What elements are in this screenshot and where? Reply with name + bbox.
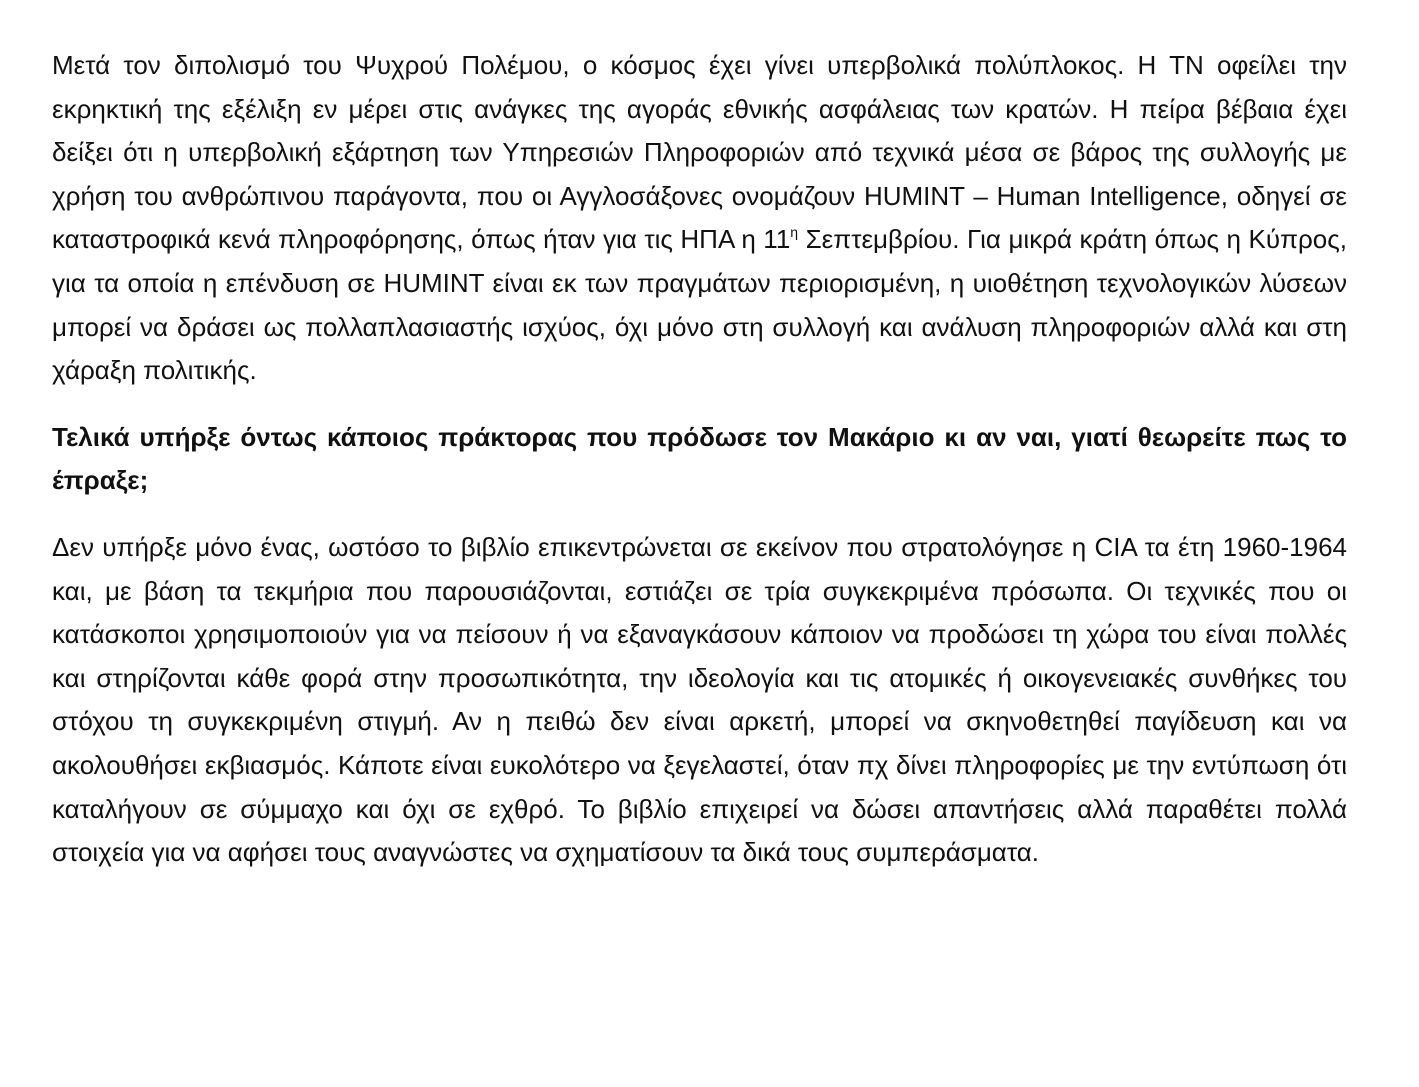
paragraph-answer: Δεν υπήρξε μόνο ένας, ωστόσο το βιβλίο επικεντρώνεται σε εκείνον που στρατολόγησε η CIA τα έτη 1960-1964 και, με βάση τα τεκμήρια που παρουσιάζονται, εστιάζει σε τρία συγκεκριμένα πρόσωπα. Οι τεχνικές που οι κατάσκοποι χρησιμοποιούν για να πείσουν ή να εξαναγκάσουν κάποιον να προδώσει τη χώρα του είναι πολλές και στηρίζονται κάθε φορά στην προσωπικότητα, την ιδεολογία και τις ατομικές ή οικογενειακές συνθήκες του στόχου τη συγκεκριμένη στιγμή. Αν η πειθώ δεν είναι αρκετή, μπορεί να σκηνοθετηθεί παγίδευση και να ακολουθήσει εκβιασμός. Κάποτε είναι ευκολότερο να ξεγελαστεί, όταν πχ δίνει πληροφορίες με την εντύπωση ότι καταλήγουν σε σύμμαχο και όχι σε εχθρό. Το βιβλίο επιχειρεί να δώσει απαντήσεις αλλά παραθέτει πολλά στοιχεία για να αφήσει τους αναγνώστες να σχηματίσουν τα δικά τους συμπεράσματα. — [52, 531, 1347, 868]
document-body — [52, 44, 1347, 875]
ordinal-superscript: η — [790, 224, 799, 241]
paragraph-intro-text-start: Μετά τον διπολισμό του Ψυχρού Πολέμου, ο κόσμος έχει γίνει υπερβολικά πολύπλοκος. Η ΤΝ οφείλει την εκρηκτική της εξέλιξη εν μέρει στις ανάγκες της αγοράς εθνικής ασφάλειας των κρατών. Η πείρα βέβαια έχει δείξει ότι η υπερβολική εξάρτηση των Υπηρεσιών Πληροφοριών από τεχνικά μέσα σε βάρος της συλλογής με χρήση του ανθρώπινου παράγοντα, που οι Αγγλοσάξονες ονομάζουν HUMINT – Human Intelligence, οδηγεί σε καταστροφικά κενά πληροφόρησης, όπως ήταν για τις ΗΠΑ η 11 — [52, 50, 1347, 255]
paragraph-intro — [52, 44, 1347, 393]
interview-question: Τελικά υπήρξε όντως κάποιος πράκτορας που πρόδωσε τον Μακάριο κι αν ναι, γιατί θεωρείτε πως το έπραξε; — [52, 421, 1347, 496]
paragraph-intro-text-end: Σεπτεμβρίου. Για μικρά κράτη όπως η Κύπρος, για τα οποία η επένδυση σε HUMINT είναι εκ των πραγμάτων περιορισμένη, η υιοθέτηση τεχνολογικών λύσεων μπορεί να δράσει ως πολλαπλασιαστής ισχύος, όχι μόνο στη συλλογή και ανάλυση πληροφοριών αλλά και στη χάραξη πολιτικής. — [52, 224, 1348, 386]
